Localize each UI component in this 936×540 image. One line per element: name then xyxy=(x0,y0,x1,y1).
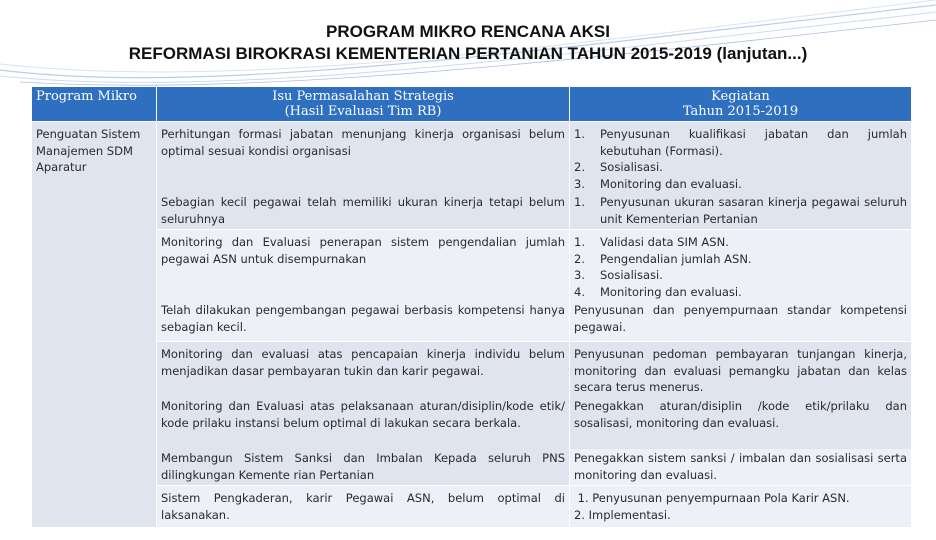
list-item xyxy=(574,267,907,284)
kegiatan-cell: Penyusunan dan penyempurnaan standar kompetensi pegawai. xyxy=(570,301,912,342)
item-text: Validasi data SIM ASN. xyxy=(600,235,729,249)
isu-cell: Monitoring dan Evaluasi penerapan sistem pengendalian jumlah pegawai ASN untuk disempurnakan xyxy=(157,230,570,302)
item-number: 2. xyxy=(574,160,585,174)
header-kegiatan xyxy=(570,87,912,122)
header-kegiatan-line1: Kegiatan xyxy=(711,89,770,104)
kegiatan-cell xyxy=(570,193,912,230)
page-title-line1: PROGRAM MIKRO RENCANA AKSI xyxy=(326,22,610,41)
table-row xyxy=(32,486,912,528)
item-text: Penyusunan ukuran sasaran kinerja pegawai seluruh unit Kementerian Pertanian xyxy=(600,195,907,226)
list-item xyxy=(574,176,907,193)
list-item xyxy=(574,284,907,301)
table-row xyxy=(32,342,912,398)
list-item xyxy=(574,234,907,251)
isu-cell: Monitoring dan evaluasi atas pencapaian kinerja individu belum menjadikan dasar pembayaran tukin dan karir pegawai. xyxy=(157,342,570,398)
action-plan-table xyxy=(31,86,912,527)
kegiatan-cell: Penyusunan pedoman pembayaran tunjangan kinerja, monitoring dan evaluasi pemangku jabatan dan kelas secara terus menerus. xyxy=(570,342,912,398)
isu-cell: Telah dilakukan pengembangan pegawai berbasis kompetensi hanya sebagian kecil. xyxy=(157,301,570,342)
kegiatan-cell xyxy=(570,230,912,302)
kegiatan-cell xyxy=(570,486,912,528)
table-row xyxy=(32,397,912,449)
header-isu-line2: (Hasil Evaluasi Tim RB) xyxy=(284,104,442,119)
table-row xyxy=(32,301,912,342)
kegiatan-list xyxy=(574,234,907,300)
item-number: 1. xyxy=(574,235,585,249)
list-item xyxy=(574,251,907,268)
kegiatan-cell: Penegakkan aturan/disiplin /kode etik/prilaku dan sosalisasi, monitoring dan evaluasi. xyxy=(570,397,912,449)
item-number: 3. xyxy=(574,176,585,191)
isu-cell: Monitoring dan Evaluasi atas pelaksanaan aturan/disiplin/kode etik/ kode prilaku instansi belum optimal di lakukan secara berkala. xyxy=(157,397,570,449)
list-item xyxy=(574,194,907,227)
header-program-mikro: Program Mikro xyxy=(32,87,157,122)
table-row xyxy=(32,449,912,486)
table-header-row xyxy=(32,87,912,122)
item-text: Pengendalian jumlah ASN. xyxy=(600,251,752,266)
isu-cell: Sistem Pengkaderan, karir Pegawai ASN, belum optimal di laksanakan. xyxy=(157,486,570,528)
item-number: 1. xyxy=(574,195,585,209)
program-mikro-cell: Penguatan Sistem Manajemen SDM Aparatur xyxy=(32,122,157,528)
kegiatan-cell xyxy=(570,122,912,194)
list-item xyxy=(574,126,907,159)
item-number: 3. xyxy=(574,268,585,282)
kegiatan-list xyxy=(574,194,907,227)
item-number: 1. xyxy=(574,127,585,141)
item-text: Sosialisasi. xyxy=(600,160,663,174)
kegiatan-line: 2. Implementasi. xyxy=(574,507,671,522)
isu-cell: Membangun Sistem Sanksi dan Imbalan Kepada seluruh PNS dilingkungan Kemente rian Pertanian xyxy=(157,449,570,486)
item-number: 2. xyxy=(574,251,585,266)
kegiatan-list xyxy=(574,126,907,192)
table-row xyxy=(32,122,912,194)
list-item xyxy=(574,159,907,176)
kegiatan-line: 1. Penyusunan penyempurnaan Pola Karir ASN. xyxy=(574,491,850,505)
table-row xyxy=(32,230,912,302)
isu-cell: Sebagian kecil pegawai telah memiliki ukuran kinerja tetapi belum seluruhnya xyxy=(157,193,570,230)
item-text: Sosialisasi. xyxy=(600,268,663,282)
kegiatan-cell: Penegakkan sistem sanksi / imbalan dan sosialisasi serta monitoring dan evaluasi. xyxy=(570,449,912,486)
header-isu-line1: Isu Permasalahan Strategis xyxy=(272,89,454,104)
isu-cell: Perhitungan formasi jabatan menunjang kinerja organisasi belum optimal sesuai kondisi organisasi xyxy=(157,122,570,194)
header-kegiatan-line2: Tahun 2015-2019 xyxy=(682,104,799,119)
page-title-line2: REFORMASI BIROKRASI KEMENTERIAN PERTANIAN TAHUN 2015-2019 (lanjutan...) xyxy=(128,44,808,63)
item-number: 4. xyxy=(574,284,585,299)
table-row xyxy=(32,193,912,230)
item-text: Monitoring dan evaluasi. xyxy=(600,176,742,191)
item-text: Monitoring dan evaluasi. xyxy=(600,284,742,299)
header-isu xyxy=(157,87,570,122)
item-text: Penyusunan kualifikasi jabatan dan jumlah kebutuhan (Formasi). xyxy=(600,127,907,158)
